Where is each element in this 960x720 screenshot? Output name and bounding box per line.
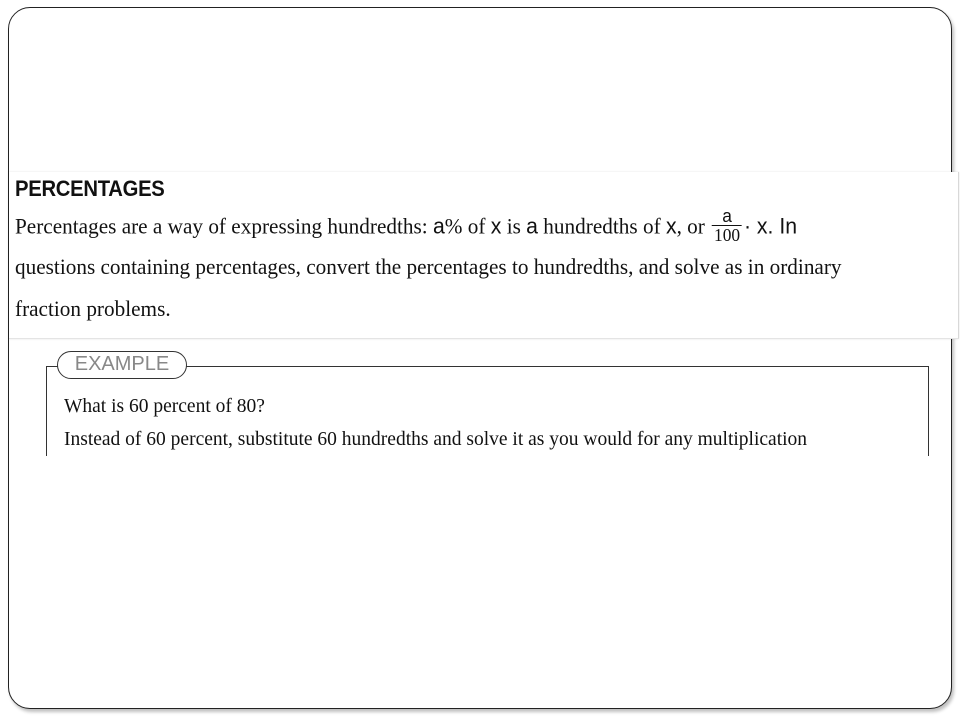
line1-text-3: is [501,213,527,239]
variable-x-2: x [665,213,677,239]
variable-x: x [490,213,502,239]
fraction-denominator: 100 [714,225,741,245]
crop-edge [30,456,950,486]
body-line-3: fraction problems. [15,296,171,321]
body-line-2: questions containing percentages, convert the percentages to hundredths, and solve as in ordinary [15,254,842,279]
line1-text-5: , or [676,213,711,239]
example-line-1: What is 60 percent of 80? [64,395,265,417]
example-line-2: Instead of 60 percent, substitute 60 hundredths and solve it as you would for any multiplication [64,428,808,450]
section-title: PERCENTAGES [15,176,165,201]
line1-text-6: · x. In [743,213,798,239]
line1-text-4: hundredths of [537,213,666,239]
fraction [712,207,742,244]
fraction-numerator: a [712,207,742,226]
body-line-1 [15,206,798,247]
line1-text-1: Percentages are a way of expressing hundredths: [15,213,433,239]
line1-text-2: % of [444,213,491,239]
variable-a: a [432,213,445,239]
example-tag: EXAMPLE [57,351,187,379]
variable-a-2: a [526,213,538,239]
